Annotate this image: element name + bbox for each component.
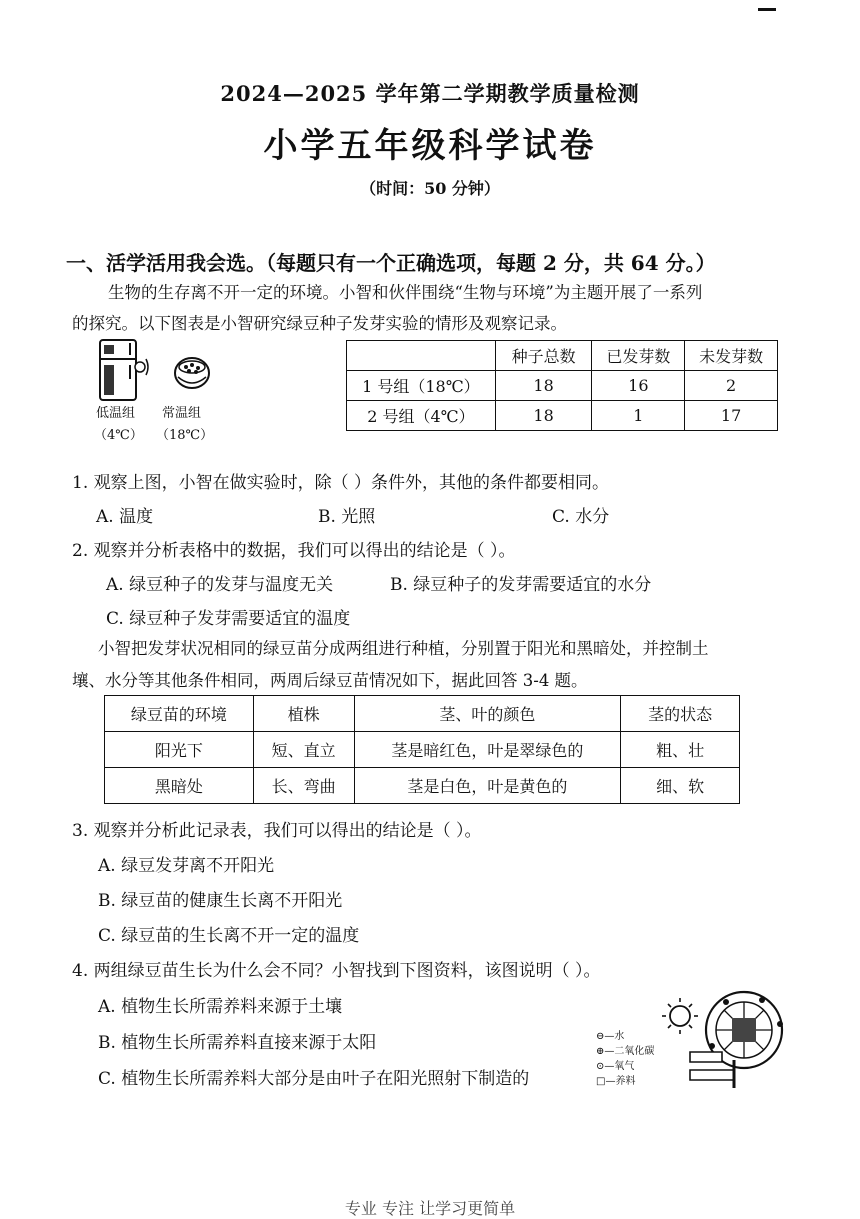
corner-mark xyxy=(758,8,776,11)
table-row xyxy=(105,768,740,804)
normal-temp-value: （18℃） xyxy=(156,428,214,443)
table-cell: 1 xyxy=(592,401,685,431)
question-2-option-c[interactable]: C. 绿豆种子发芽需要适宜的温度 xyxy=(106,609,351,629)
table-header-cell: 绿豆苗的环境 xyxy=(105,696,254,732)
question-1-option-b[interactable]: B. 光照 xyxy=(318,507,376,527)
question-3-option-a[interactable]: A. 绿豆发芽离不开阳光 xyxy=(98,856,275,876)
question-4-option-c[interactable]: C. 植物生长所需养料大部分是由叶子在阳光照射下制造的 xyxy=(98,1069,530,1089)
question-3-stem: 3. 观察并分析此记录表，我们可以得出的结论是（ ）。 xyxy=(72,821,482,841)
table-cell: 阳光下 xyxy=(105,732,254,768)
section-heading: 一、活学活用我会选。（每题只有一个正确选项，每题 2 分，共 64 分。） xyxy=(66,251,716,275)
table-cell: 长、弯曲 xyxy=(253,768,354,804)
table-header-cell: 茎的状态 xyxy=(621,696,740,732)
question-4-option-a[interactable]: A. 植物生长所需养料来源于土壤 xyxy=(98,997,343,1017)
legend-label: —水 xyxy=(604,1031,625,1042)
circle-icon: ⊖ xyxy=(596,1031,605,1042)
question-3-option-b[interactable]: B. 绿豆苗的健康生长离不开阳光 xyxy=(98,891,343,911)
question-1-stem: 1. 观察上图，小智在做实验时，除（ ）条件外，其他的条件都要相同。 xyxy=(72,473,610,493)
legend-label: —二氧化碳 xyxy=(604,1046,655,1057)
table-cell: 17 xyxy=(685,401,778,431)
table-cell: 茎是暗红色，叶是翠绿色的 xyxy=(354,732,621,768)
table-header-row xyxy=(347,341,778,371)
question-2-stem: 2. 观察并分析表格中的数据，我们可以得出的结论是（ ）。 xyxy=(72,541,516,561)
question-2-option-a[interactable]: A. 绿豆种子的发芽与温度无关 xyxy=(106,575,334,595)
square-icon: □ xyxy=(596,1076,606,1087)
table-cell: 18 xyxy=(495,371,592,401)
table-cell: 18 xyxy=(495,401,592,431)
table-header-cell: 未发芽数 xyxy=(685,341,778,371)
seedling-table xyxy=(104,695,740,804)
table-header-row xyxy=(105,696,740,732)
table-cell: 1 号组（18℃） xyxy=(347,371,496,401)
circle-icon: ⊕ xyxy=(596,1046,605,1057)
legend-label: —氧气 xyxy=(604,1061,635,1072)
table-header-cell: 茎、叶的颜色 xyxy=(354,696,621,732)
table-cell: 2 号组（4℃） xyxy=(347,401,496,431)
low-temp-value: （4℃） xyxy=(94,428,143,443)
table-row xyxy=(347,371,778,401)
exam-line: 2024—2025 学年第二学期教学质量检测 xyxy=(220,81,640,106)
seed-dish-icon xyxy=(175,358,209,388)
page-title: 小学五年级科学试卷 xyxy=(263,126,597,166)
exam-time: （时间：50 分钟） xyxy=(360,179,500,198)
germination-table xyxy=(346,340,778,431)
passage-line-2: 壤、水分等其他条件相同，两周后绿豆苗情况如下，据此回答 3-4 题。 xyxy=(72,671,588,690)
question-4-stem: 4. 两组绿豆苗生长为什么会不同？小智找到下图资料，该图说明（ ）。 xyxy=(72,961,601,981)
table-cell: 茎是白色，叶是黄色的 xyxy=(354,768,621,804)
question-4-option-b[interactable]: B. 植物生长所需养料直接来源于太阳 xyxy=(98,1033,377,1053)
passage-line-1: 小智把发芽状况相同的绿豆苗分成两组进行种植，分别置于阳光和黑暗处，并控制土 xyxy=(98,639,709,658)
low-temp-group-label: 低温组 xyxy=(96,406,136,421)
question-3-option-c[interactable]: C. 绿豆苗的生长离不开一定的温度 xyxy=(98,926,360,946)
legend-co2 xyxy=(596,1042,654,1057)
question-1-option-a[interactable]: A. 温度 xyxy=(96,507,154,527)
table-header-cell: 已发芽数 xyxy=(592,341,685,371)
legend-oxygen xyxy=(596,1057,634,1072)
table-cell: 短、直立 xyxy=(253,732,354,768)
legend-water xyxy=(596,1027,624,1042)
table-row xyxy=(347,401,778,431)
table-cell: 粗、壮 xyxy=(621,732,740,768)
page-footer: 专业 专注 让学习更简单 xyxy=(344,1199,516,1218)
table-row xyxy=(105,732,740,768)
table-header-cell: 植株 xyxy=(253,696,354,732)
table-cell: 2 xyxy=(685,371,778,401)
intro-line-1: 生物的生存离不开一定的环境。小智和伙伴围绕“生物与环境”为主题开展了一系列 xyxy=(108,283,703,302)
table-cell: 16 xyxy=(592,371,685,401)
question-1-option-c[interactable]: C. 水分 xyxy=(552,507,610,527)
table-header-cell: 种子总数 xyxy=(495,341,592,371)
sun-icon xyxy=(662,998,698,1034)
table-cell: 黑暗处 xyxy=(105,768,254,804)
table-cell: 细、软 xyxy=(621,768,740,804)
table-header-cell xyxy=(347,341,496,371)
circle-icon: ⊙ xyxy=(596,1061,605,1072)
question-2-option-b[interactable]: B. 绿豆种子的发芽需要适宜的水分 xyxy=(390,575,652,595)
fridge-icon xyxy=(100,340,148,400)
normal-temp-group-label: 常温组 xyxy=(162,406,202,421)
intro-line-2: 的探究。以下图表是小智研究绿豆种子发芽实验的情形及观察记录。 xyxy=(72,314,567,333)
legend-label: —养料 xyxy=(605,1076,636,1087)
legend-nutrient xyxy=(596,1072,635,1087)
